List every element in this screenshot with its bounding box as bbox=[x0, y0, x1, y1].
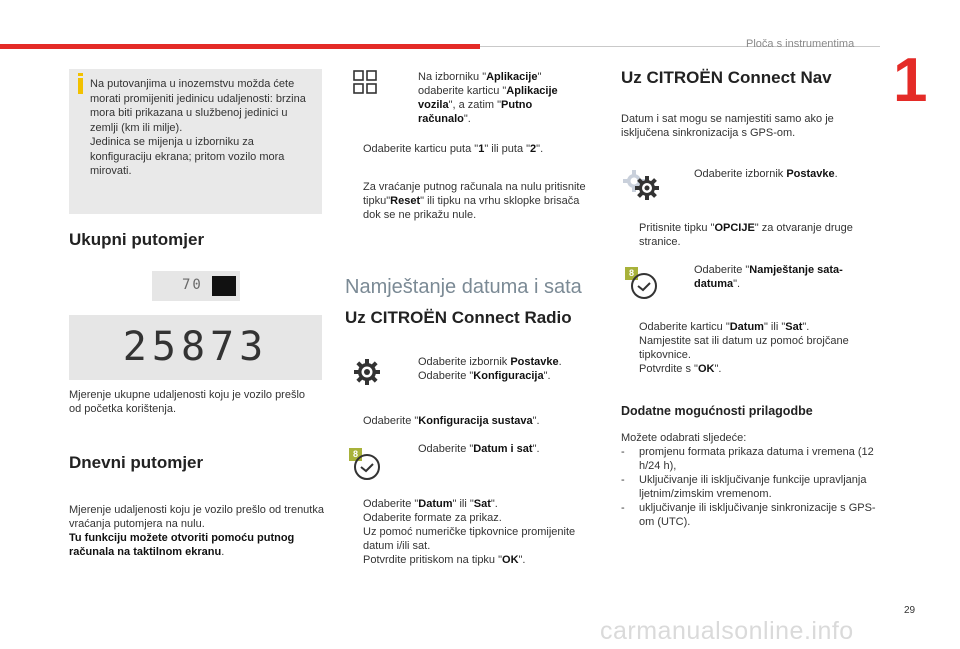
odometer-large-digits: 25873 bbox=[122, 324, 269, 370]
step-date-time: Odaberite "Datum i sat". bbox=[418, 443, 540, 455]
header-red-bar bbox=[0, 44, 480, 49]
watermark: carmanualsonline.info bbox=[600, 617, 854, 645]
clock-icon bbox=[352, 452, 382, 482]
section-title: Ploča s instrumentima bbox=[746, 38, 855, 50]
step-nav-numeric-keypad: Namjestite sat ili datum uz pomoć brojčane tipkovnice. bbox=[639, 335, 849, 361]
odometer-small-block bbox=[212, 276, 236, 296]
clock-icon bbox=[629, 271, 659, 301]
trip-meter-end: . bbox=[221, 546, 225, 558]
dash-marker: - bbox=[621, 446, 625, 458]
extra-options-intro: Možete odabrati sljedeće: bbox=[621, 432, 747, 444]
connect-radio-heading: Uz CITROËN Connect Radio bbox=[345, 308, 572, 327]
step-radio-configuration: Odaberite "Konfiguracija". bbox=[418, 370, 551, 382]
dash-marker: - bbox=[621, 502, 625, 514]
step-nav-date-or-time-tab: Odaberite karticu "Datum" ili "Sat". bbox=[639, 321, 810, 333]
connect-nav-heading: Uz CITROËN Connect Nav bbox=[621, 68, 832, 87]
extra-option-item: - Uključivanje ili isključivanje funkcije upravljanja ljetnim/zimskim vremenom. bbox=[621, 474, 867, 500]
badge-8: 8 bbox=[625, 267, 638, 280]
date-time-heading: Namještanje datuma i sata bbox=[345, 276, 582, 298]
total-odometer-heading: Ukupni putomjer bbox=[69, 230, 205, 249]
step-nav-settings-menu: Odaberite izbornik Postavke. bbox=[694, 168, 838, 180]
info-text: Na putovanjima u inozemstvu možda ćete morati promijeniti jedinicu udaljenosti: brzina mora biti prikazana u službenoj jedinici u zemlji (km ili milje). Jedinica se mijenja u izborniku za konfiguraciju ekrana; pritom vozilo mora mirovati. bbox=[90, 78, 306, 177]
connect-nav-intro: Datum i sat mogu se namjestiti samo ako je isključena sinkronizacija s GPS-om. bbox=[621, 113, 834, 139]
step-nav-options: Pritisnite tipku "OPCIJE" za otvaranje druge stranice. bbox=[639, 222, 853, 248]
step-reset-trip: Za vraćanje putnog računala na nulu pritisnite tipku"Reset" ili tipku na vrhu sklopke brisača dok se ne prikažu nule. bbox=[363, 181, 586, 221]
extra-options-heading: Dodatne mogućnosti prilagodbe bbox=[621, 404, 813, 418]
badge-8: 8 bbox=[349, 448, 362, 461]
extra-option-item: - promjenu formata prikaza datuma i vremena (12 h/24 h), bbox=[621, 446, 874, 472]
info-icon bbox=[78, 78, 83, 94]
total-odometer-text: Mjerenje ukupne udaljenosti koju je vozilo prešlo od početka korištenja. bbox=[69, 389, 306, 415]
step-system-configuration: Odaberite "Konfiguracija sustava". bbox=[363, 415, 540, 427]
settings-gear-icon bbox=[621, 168, 661, 202]
odometer-small-digits: 70 bbox=[182, 277, 203, 293]
apps-grid-icon bbox=[353, 70, 377, 94]
step-select-formats: Odaberite formate za prikaz. bbox=[363, 512, 502, 524]
step-nav-confirm-ok: Potvrdite s "OK". bbox=[639, 363, 722, 375]
step-select-date-or-time: Odaberite "Datum" ili "Sat". bbox=[363, 498, 498, 510]
trip-meter-heading: Dnevni putomjer bbox=[69, 453, 204, 472]
step-apps-menu: Na izborniku "Aplikacije" odaberite karticu "Aplikacije vozila", a zatim "Putno računalo". bbox=[418, 71, 558, 125]
step-confirm-ok: Potvrdite pritiskom na tipku "OK". bbox=[363, 554, 526, 566]
settings-gear-icon bbox=[352, 357, 382, 387]
trip-meter-text bbox=[69, 503, 324, 559]
step-radio-settings-menu: Odaberite izbornik Postavke. bbox=[418, 356, 562, 368]
chapter-number: 1 bbox=[893, 46, 928, 115]
step-nav-time-date: Odaberite "Namještanje sata-datuma". bbox=[694, 264, 843, 290]
page-number: 29 bbox=[904, 605, 916, 616]
extra-option-item: - uključivanje ili isključivanje sinkronizacije s GPS-om (UTC). bbox=[621, 502, 876, 528]
trip-meter-desc: Mjerenje udaljenosti koju je vozilo prešlo od trenutka vraćanja putomjera na nulu. bbox=[69, 504, 324, 530]
odometer-small-display bbox=[152, 271, 240, 301]
step-numeric-keypad: Uz pomoć numeričke tipkovnice promijenite datum i/ili sat. bbox=[363, 526, 576, 552]
dash-marker: - bbox=[621, 474, 625, 486]
odometer-large-display bbox=[69, 315, 322, 380]
trip-meter-bold: Tu funkciju možete otvoriti pomoću putnog računala na taktilnom ekranu bbox=[69, 532, 295, 558]
info-box bbox=[69, 69, 322, 214]
step-select-trip-tab: Odaberite karticu puta "1" ili puta "2". bbox=[363, 143, 544, 155]
